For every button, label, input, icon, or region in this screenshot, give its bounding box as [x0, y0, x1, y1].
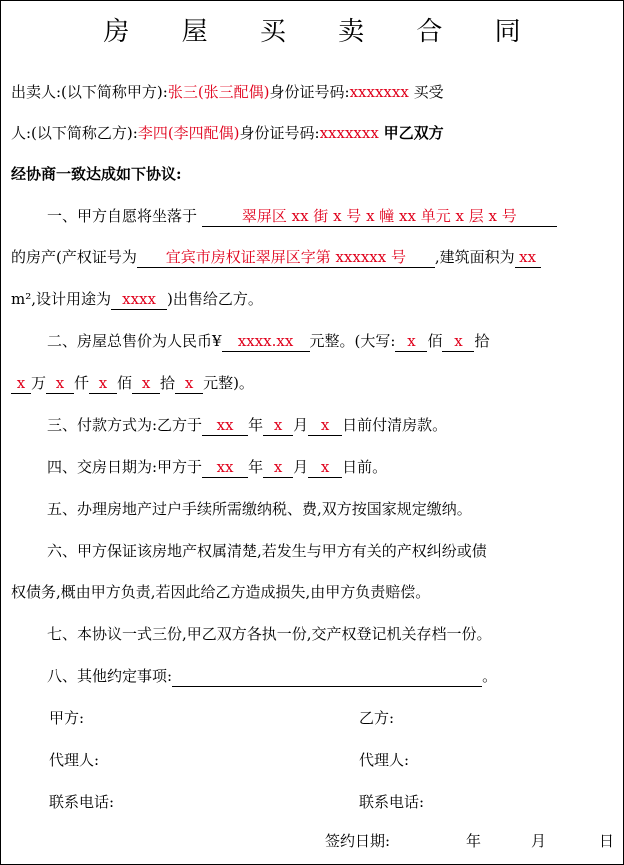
phone-a-label: 联系电话: — [49, 793, 115, 811]
total-price: xxxx.xx — [222, 331, 310, 352]
sign-date-day: 日 — [599, 832, 615, 850]
seller-name: 张三(张三配偶) — [167, 83, 270, 101]
clause-1-a: 一、甲方自愿将坐落于 — [47, 207, 198, 225]
clause-1-line-3 — [11, 288, 617, 310]
seller-id-label: 身份证号码: — [269, 83, 350, 101]
clause-2-c: 佰 — [427, 332, 443, 350]
price-hundred-million: x — [395, 331, 427, 352]
payment-day: x — [308, 415, 342, 436]
buyer-id-label: 身份证号码: — [239, 124, 320, 142]
clause-1-d: ,设计用途为 — [31, 290, 112, 308]
intro-line-1 — [11, 81, 617, 103]
sign-date-month: 月 — [531, 832, 547, 850]
payment-month: x — [263, 415, 293, 436]
handover-year-label: 年 — [248, 458, 264, 476]
property-location: 翠屏区 xx 街 x 号 x 幢 xx 单元 x 层 x 号 — [202, 206, 557, 227]
parties-text-b: 经协商一致达成如下协议: — [11, 165, 182, 183]
clause-2-b: 元整。(大写: — [309, 332, 396, 350]
clause-1-b: 的房产(产权证号为 — [11, 248, 137, 266]
buyer-id: xxxxxxx — [319, 124, 379, 142]
clause-2-e: 万 — [31, 374, 47, 392]
clause-1-c: ,建筑面积为 — [434, 248, 515, 266]
payment-year: xx — [202, 415, 248, 436]
clause-2-g: 佰 — [117, 374, 133, 392]
price-ten: x — [132, 373, 160, 394]
intro-line-2 — [11, 122, 617, 144]
clause-2-d: 拾 — [474, 332, 490, 350]
seller-prefix: 出卖人:(以下简称甲方): — [11, 83, 168, 101]
parties-text-a: 甲乙双方 — [383, 124, 444, 142]
clause-4-a: 四、交房日期为:甲方于 — [47, 458, 203, 476]
agent-a-label: 代理人: — [49, 751, 100, 769]
other-terms-blank — [172, 668, 482, 687]
payment-month-label: 月 — [293, 416, 309, 434]
contract-title: 房 屋 买 卖 合 同 — [103, 17, 543, 47]
clause-8-b: 。 — [482, 667, 498, 685]
clause-4 — [11, 456, 624, 478]
price-thousand: x — [46, 373, 74, 394]
party-a-label: 甲方: — [49, 709, 85, 727]
price-ten-million: x — [442, 331, 474, 352]
buyer-prefix-a: 买受 — [413, 83, 444, 101]
handover-day: x — [308, 457, 342, 478]
clause-6-line-2: 权债务,概由甲方负责,若因此给乙方造成损失,由甲方负责赔偿。 — [11, 583, 431, 601]
clause-8 — [11, 665, 624, 687]
buyer-name: 李四(李四配偶) — [137, 124, 240, 142]
sign-date-label: 签约日期: — [325, 832, 391, 850]
agent-b-label: 代理人: — [359, 751, 410, 769]
clause-2-line-1 — [11, 330, 624, 352]
property-area: xx — [515, 247, 541, 268]
handover-month-label: 月 — [293, 458, 309, 476]
seller-id: xxxxxxx — [349, 83, 409, 101]
price-unit: x — [175, 373, 203, 394]
party-b-label: 乙方: — [359, 709, 395, 727]
clause-2-i: 元整)。 — [203, 374, 254, 392]
clause-2-a: 二、房屋总售价为人民币¥ — [47, 332, 222, 350]
clause-1-line-2 — [11, 246, 617, 268]
handover-year: xx — [202, 457, 248, 478]
clause-5: 五、办理房地产过户手续所需缴纳税、费,双方按国家规定缴纳。 — [47, 500, 472, 518]
handover-month: x — [263, 457, 293, 478]
price-hundred: x — [89, 373, 117, 394]
clause-2-f: 仟 — [74, 374, 90, 392]
phone-b-label: 联系电话: — [359, 793, 425, 811]
property-cert-number: 宜宾市房权证翠屏区字第 xxxxxx 号 — [137, 247, 435, 268]
price-million: x — [11, 373, 31, 394]
clause-4-b: 日前。 — [342, 458, 388, 476]
payment-year-label: 年 — [248, 416, 264, 434]
clause-2-h: 拾 — [160, 374, 176, 392]
clause-1-line-1 — [11, 205, 624, 227]
property-use: xxxx — [111, 289, 167, 310]
clause-1-e: )出售给乙方。 — [167, 290, 263, 308]
clause-8-a: 八、其他约定事项: — [47, 667, 173, 685]
clause-3-a: 三、付款方式为:乙方于 — [47, 416, 203, 434]
area-unit: m² — [11, 290, 32, 308]
clause-3-b: 日前付清房款。 — [342, 416, 448, 434]
buyer-prefix-b: 人:(以下简称乙方): — [11, 124, 138, 142]
sign-date-year: 年 — [466, 832, 482, 850]
clause-3 — [11, 414, 624, 436]
clause-2-line-2 — [11, 372, 617, 394]
clause-7: 七、本协议一式三份,甲乙双方各执一份,交产权登记机关存档一份。 — [47, 625, 492, 643]
clause-6-line-1: 六、甲方保证该房地产权属清楚,若发生与甲方有关的产权纠纷或债 — [47, 542, 487, 560]
